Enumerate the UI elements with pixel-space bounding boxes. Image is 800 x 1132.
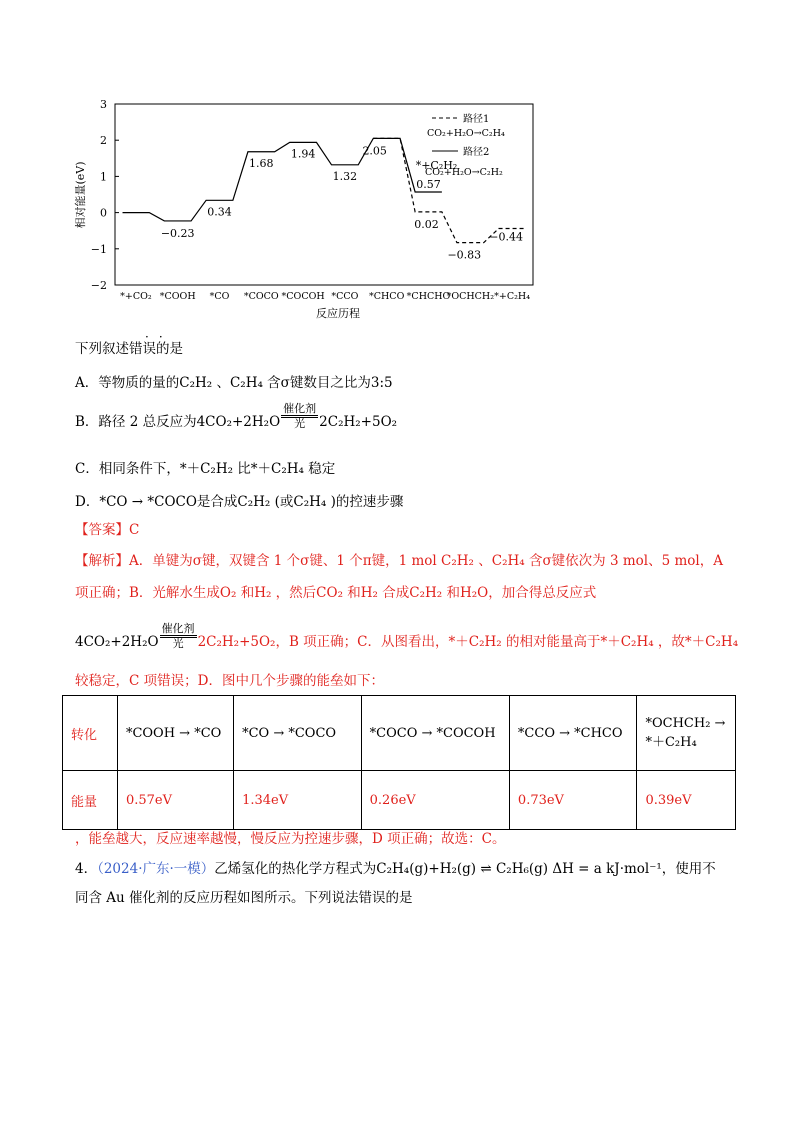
data-label: 1.68 [249,156,274,170]
data-label: −0.23 [160,226,195,240]
table-cell: 0.39eV [637,771,736,830]
option-a: A．等物质的量的C₂H₂ 、C₂H₄ 含σ键数目之比为3:5 [75,375,393,391]
option-c: C．相同条件下，*＋C₂H₂ 比*＋C₂H₄ 稳定 [75,461,336,477]
y-tick-label: −2 [90,279,107,292]
reaction-condition: $\frac{\text{催化剂}}{\text{光}}$ [283,402,317,430]
emphasis-dots: ·· [145,330,173,344]
table-cell: *OCHCH₂ → *＋C₂H₄ [637,696,736,771]
table-cell: 1.34eV [234,771,362,830]
data-label: 0.57 [416,177,441,191]
table-cell: 0.57eV [117,771,233,830]
legend [425,112,505,178]
x-axis-label: 反应历程 [316,307,360,320]
question-4-line-2: 同含 Au 催化剂的反应历程如图所示。下列说法错误的是 [75,890,413,906]
analysis-line-1: 【解析】A．单键为σ键，双键含 1 个σ键、1 个π键，1 mol C₂H₂ 、C₂H₄ 含σ键依次为 3 mol、5 mol，A [75,553,723,569]
legend-path2: 路径2 [463,147,490,158]
option-b: B．路径 2 总反应为4CO₂+2H₂O $\frac{\text{催化剂}}{\text{光}}$ 2C₂H₂+5O₂ [75,402,398,430]
option-d: D．*CO → *COCO是合成C₂H₂ (或C₂H₄ )的控速步骤 [75,494,404,510]
x-tick-label: *CHCO [369,291,405,302]
x-tick-label: *OCHCH₂ [446,291,495,302]
table-cell: *CCO → *CHCO [509,696,637,771]
table-row-head: 转化 [63,696,118,771]
legend-path1: 路径1 [463,114,490,125]
table-row-head: 能量 [63,771,118,830]
data-label: 0.34 [207,205,232,219]
table-cell: *CO → *COCO [234,696,362,771]
question-4-line-1: 4．（2024·广东·一模）乙烯氢化的热化学方程式为C₂H₄(g)+H₂(g) ⇌ C₂H₆(g) ΔH = a kJ·mol⁻¹，使用不 [75,861,716,877]
x-tick-label: *CHCHO [406,291,451,302]
series-line-path2 [123,138,442,221]
table-cell: 0.26eV [361,771,509,830]
table-cell: *COOH → *CO [117,696,233,771]
question-stem: 下列叙述错误的是 [75,341,183,357]
x-tick-label: *+C₂H₄ [494,291,531,302]
y-tick-label: 0 [100,206,107,220]
y-tick-label: 3 [100,98,107,111]
x-tick-label: *CCO [331,291,359,302]
analysis-line-4: 较稳定，C 项错误；D．图中几个步骤的能垒如下： [75,673,384,689]
data-label: 0.02 [414,217,439,231]
energy-profile-chart [70,95,550,325]
series-line-path1 [373,138,525,242]
x-tick-label: *+CO₂ [120,291,152,302]
x-tick-label: *CO [209,291,230,302]
reaction-condition: $\frac{\text{催化剂}}{\text{光}}$ [161,622,195,650]
table-cell: *COCO → *COCOH [361,696,509,771]
x-axis [120,291,530,302]
x-tick-label: *COCOH [281,291,325,302]
analysis-line-2: 项正确；B．光解水生成O₂ 和H₂ ，然后CO₂ 和H₂ 合成C₂H₂ 和H₂O，加合得总反应式 [75,585,597,601]
y-tick-label: 1 [100,170,107,184]
data-label: −0.44 [489,230,523,244]
data-label: 1.94 [290,147,316,161]
data-label: 1.32 [332,169,358,183]
legend-path2-reaction: CO₂+H₂O→C₂H₂ [425,167,503,178]
table-cell: 0.73eV [509,771,637,830]
legend-path1-reaction: CO₂+H₂O→C₂H₄ [427,128,505,139]
energy-barrier-table [62,695,736,830]
y-tick-label: 2 [100,134,107,148]
data-label: *+C₂H₂ [415,158,458,172]
data-label: 2.05 [362,144,387,158]
x-tick-label: *COOH [159,291,196,302]
x-tick-label: *COCO [243,291,279,302]
analysis-line-3: 4CO₂+2H₂O $\frac{\text{催化剂}}{\text{光}}$ 2C₂H₂+5O₂，B 项正确；C．从图看出，*＋C₂H₂ 的相对能量高于*＋C₂H₄ ，故*＋C₂H₄ [75,622,739,650]
answer-label: 【答案】C [75,522,140,538]
data-label: −0.83 [447,248,482,262]
y-tick-label: −1 [90,242,107,256]
analysis-conclusion: ，能垒越大，反应速率越慢，慢反应为控速步骤，D 项正确；故选：C。 [75,831,506,847]
y-axis-label: 相对能量(eV) [74,161,87,229]
